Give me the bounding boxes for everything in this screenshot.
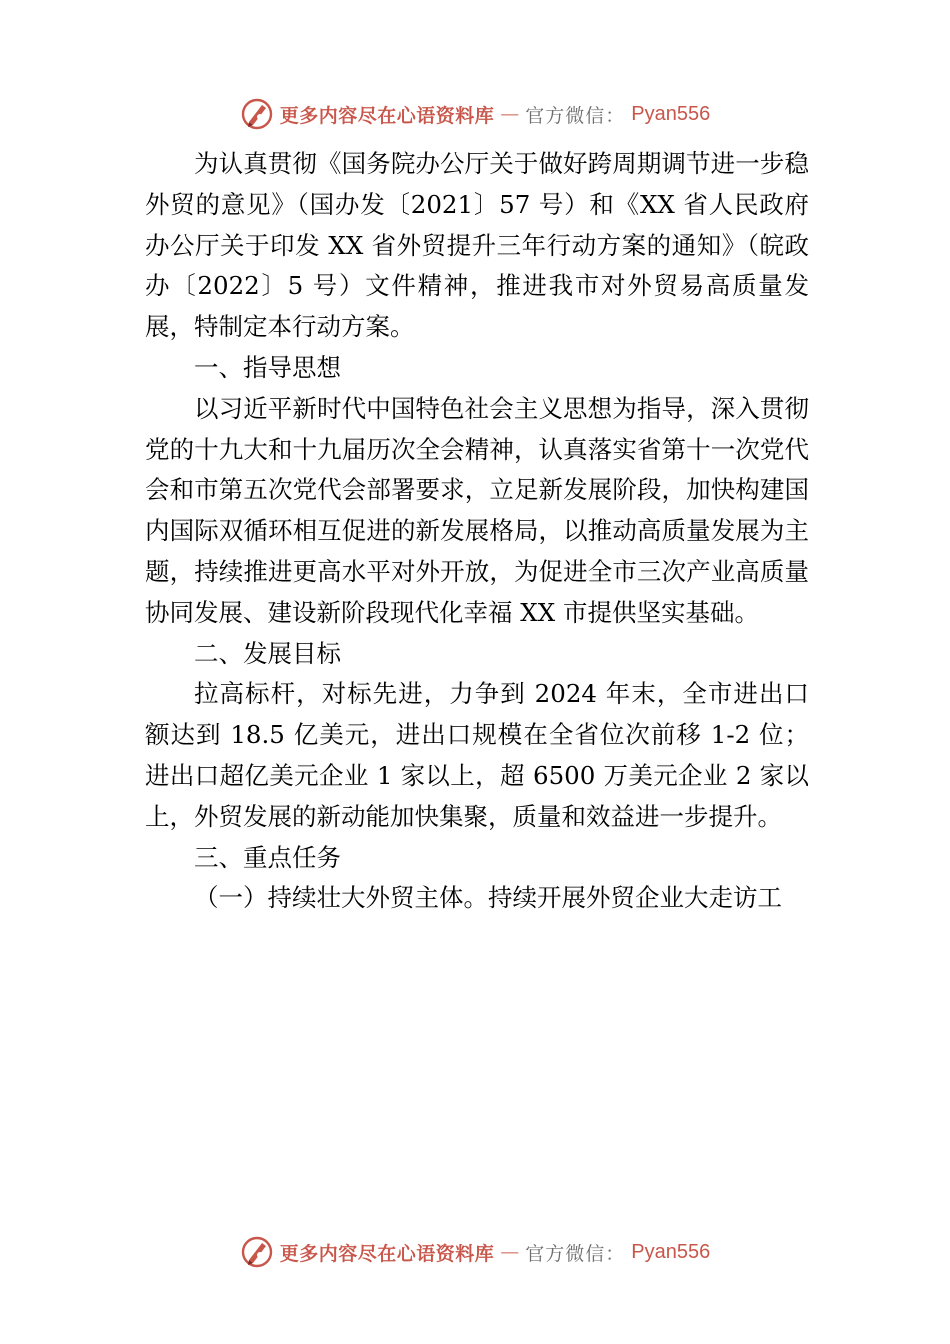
section2-paragraph: 拉高标杆，对标先进，力争到 2024 年末，全市进出口额达到 18.5 亿美元，进出口规模在全省位次前移 1-2 位；进出口超亿美元企业 1 家以上，超 6500 万美元企业 2 家以上，外贸发展的新动能加快集聚，质量和效益进一步提升。: [145, 679, 809, 831]
section1-paragraph: 以习近平新时代中国特色社会主义思想为指导，深入贯彻党的十九大和十九届历次全会精神，认真落实省第十一次党代会和市第五次党代会部署要求，立足新发展阶段，加快构建国内国际双循环相互促进的新发展格局，以推动高质量发展为主题，持续推进更高水平对外开放，为促进全市三次产业高质量协同发展、建设新阶段现代化幸福 XX 市提供坚实基础。: [145, 393, 809, 627]
banner-slogan: 更多内容尽在心语资料库: [279, 104, 495, 127]
pen-logo-icon: [240, 1235, 274, 1269]
footer-banner: [0, 1232, 950, 1272]
banner-separator: —: [500, 1241, 520, 1263]
banner-wechat-label: 官方微信：: [525, 1242, 626, 1265]
banner-wechat-id: Pyan556: [631, 102, 711, 125]
section1-heading: 一、指导思想: [194, 352, 341, 382]
section3-item1: （一）持续壮大外贸主体。持续开展外贸企业大走访工: [194, 883, 782, 913]
header-banner: [0, 94, 950, 134]
banner-separator: —: [500, 103, 520, 125]
banner-slogan: 更多内容尽在心语资料库: [279, 1242, 495, 1265]
banner-wechat-id: Pyan556: [631, 1240, 711, 1263]
section2-heading: 二、发展目标: [194, 638, 341, 668]
section3-heading: 三、重点任务: [194, 842, 341, 872]
pen-logo-icon: [240, 97, 274, 131]
document-body: [145, 144, 809, 919]
intro-paragraph: 为认真贯彻《国务院办公厅关于做好跨周期调节进一步稳外贸的意见》（国办发〔2021〕57 号）和《XX 省人民政府办公厅关于印发 XX 省外贸提升三年行动方案的通知》（皖政办〔2022〕5 号）文件精神，推进我市对外贸易高质量发展，特制定本行动方案。: [145, 149, 809, 342]
banner-wechat-label: 官方微信：: [525, 104, 626, 127]
